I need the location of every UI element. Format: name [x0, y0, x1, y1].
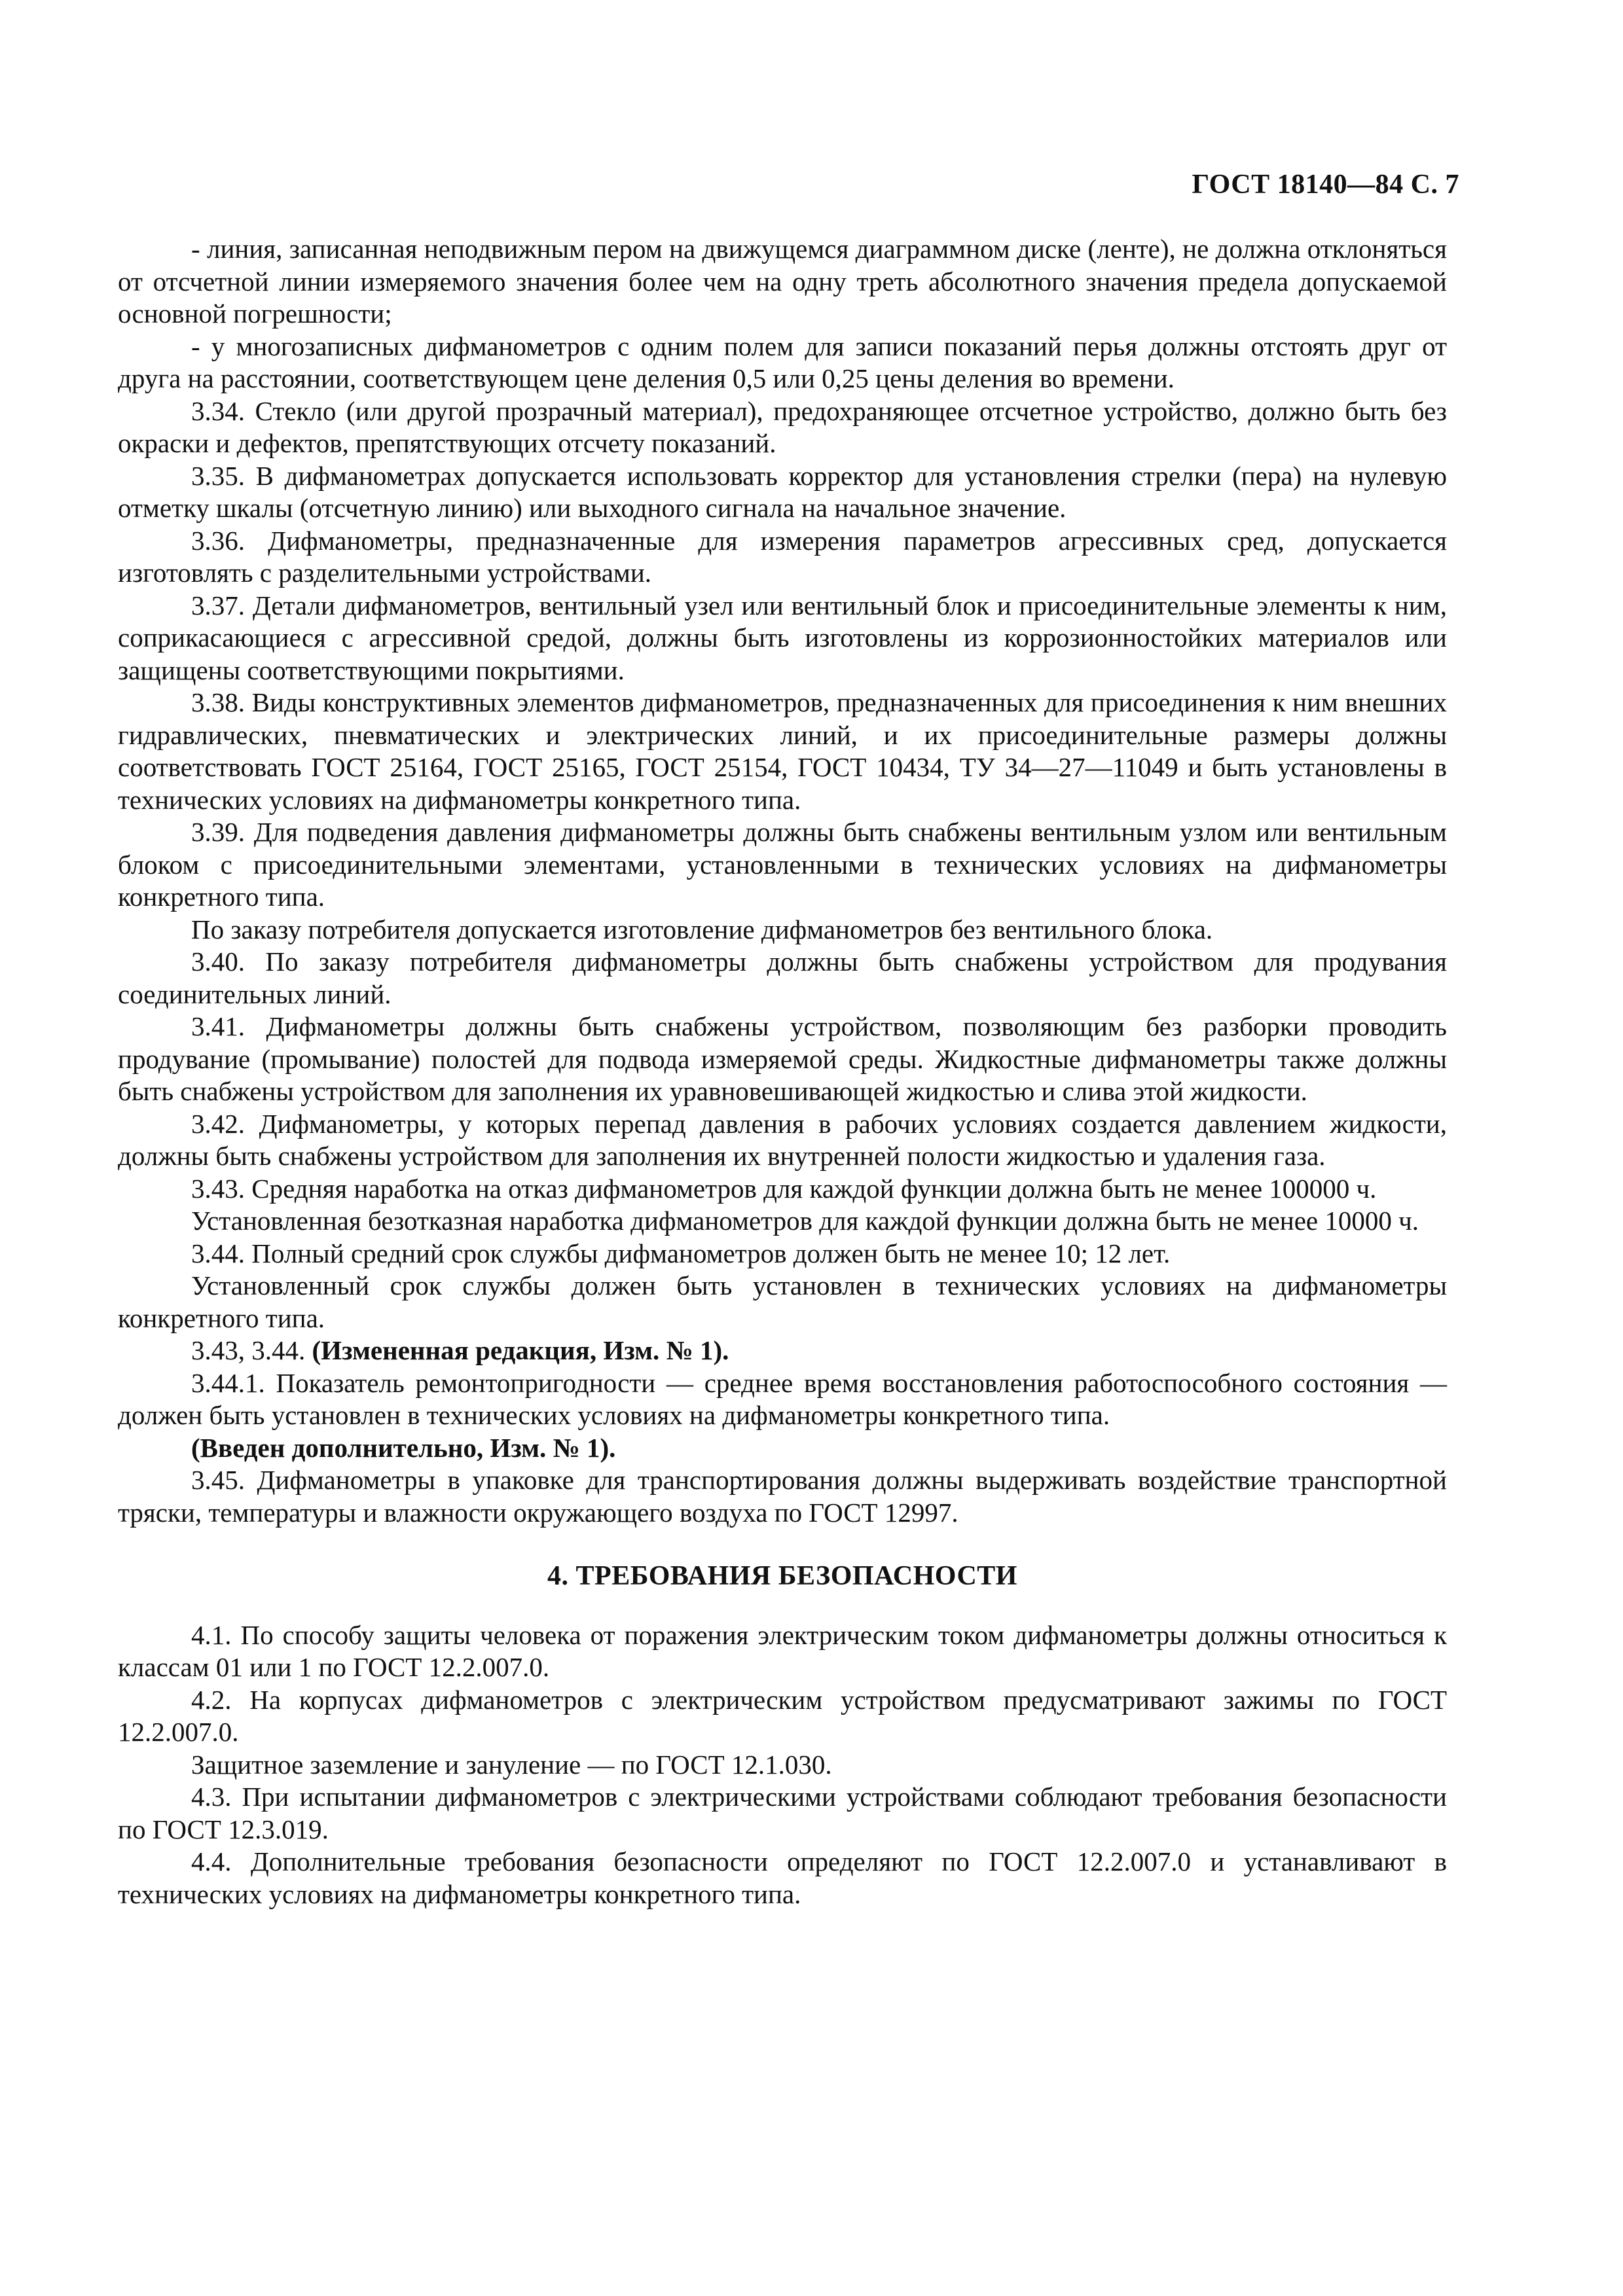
paragraph-3-41: 3.41. Дифманометры должны быть снабжены устройством, позволяющим без разборки проводить продувание (промывание) полостей для подвода измеряемой среды. Жидкостные дифманометры также должны быть снабжены устройством для заполнения их уравновешивающей жидкостью и слива этой жидкости.	[118, 1011, 1447, 1106]
paragraph: - линия, записанная неподвижным пером на движущемся диаграммном диске (ленте), не должна отклоняться от отсчетной линии измеряемого значения более чем на одну треть абсолютного значения предела допускаемой основной погрешности;	[118, 234, 1447, 329]
paragraph: Установленный срок службы должен быть установлен в технических условиях на дифманометры конкретного типа.	[118, 1270, 1447, 1333]
paragraph-3-43: 3.43. Средняя наработка на отказ дифманометров для каждой функции должна быть не менее 100000 ч.	[191, 1173, 1377, 1204]
paragraph-4-1: 4.1. По способу защиты человека от поражения электрическим током дифманометры должны относиться к классам 01 или 1 по ГОСТ 12.2.007.0.	[118, 1619, 1447, 1682]
paragraph-3-34: 3.34. Стекло (или другой прозрачный материал), предохраняющее отсчетное устройство, должно быть без окраски и дефектов, препятствующих отсчету показаний.	[118, 395, 1447, 458]
amendment-note: (Введен дополнительно, Изм. № 1).	[191, 1432, 616, 1463]
paragraph: По заказу потребителя допускается изготовление дифманометров без вентильного блока.	[191, 914, 1213, 944]
document-body	[118, 233, 1447, 1910]
paragraph: Установленная безотказная наработка дифманометров для каждой функции должна быть не менее 10000 ч.	[191, 1206, 1419, 1236]
paragraph-3-44: 3.44. Полный средний срок службы дифманометров должен быть не менее 10; 12 лет.	[191, 1238, 1171, 1268]
paragraph-3-37: 3.37. Детали дифманометров, вентильный узел или вентильный блок и присоединительные элементы к ним, соприкасающиеся с агрессивной средой, должны быть изготовлены из коррозионностойких материалов или защищены соответствующими покрытиями.	[118, 590, 1447, 685]
paragraph-4-4: 4.4. Дополнительные требования безопасности определяют по ГОСТ 12.2.007.0 и устанавливают в технических условиях на дифманометры конкретного типа.	[118, 1846, 1447, 1909]
amendment-ref: 3.43, 3.44.	[191, 1335, 312, 1365]
section-title: 4. ТРЕБОВАНИЯ БЕЗОПАСНОСТИ	[547, 1561, 1017, 1591]
paragraph-3-39: 3.39. Для подведения давления дифманометры должны быть снабжены вентильным узлом или вентильным блоком с присоединительными элементами, установленными в технических условиях на дифманометры конкретного типа.	[118, 817, 1447, 912]
paragraph-3-35: 3.35. В дифманометрах допускается использовать корректор для установления стрелки (пера) на нулевую отметку шкалы (отсчетную линию) или выходного сигнала на начальное значение.	[118, 460, 1447, 523]
page-header: ГОСТ 18140—84 С. 7	[1192, 170, 1459, 200]
paragraph-3-40: 3.40. По заказу потребителя дифманометры должны быть снабжены устройством для продувания соединительных линий.	[118, 946, 1447, 1009]
paragraph-3-45: 3.45. Дифманометры в упаковке для транспортирования должны выдерживать воздействие транспортной тряски, температуры и влажности окружающего воздуха по ГОСТ 12997.	[118, 1465, 1447, 1528]
paragraph-3-38: 3.38. Виды конструктивных элементов дифманометров, предназначенных для присоединения к ним внешних гидравлических, пневматических и электрических линий, и их присоединительные размеры должны соответствовать ГОСТ 25164, ГОСТ 25165, ГОСТ 25154, ГОСТ 10434, ТУ 34—27—11049 и быть установлены в технических условиях на дифманометры конкретного типа.	[118, 687, 1447, 815]
paragraph-3-42: 3.42. Дифманометры, у которых перепад давления в рабочих условиях создается давлением жидкости, должны быть снабжены устройством для заполнения их внутренней полости жидкостью и удаления газа.	[118, 1108, 1447, 1171]
paragraph: Защитное заземление и зануление — по ГОСТ 12.1.030.	[191, 1749, 832, 1780]
paragraph-3-36: 3.36. Дифманометры, предназначенные для измерения параметров агрессивных сред, допускается изготовлять с разделительными устройствами.	[118, 525, 1447, 588]
paragraph-3-44-1: 3.44.1. Показатель ремонтопригодности — среднее время восстановления работоспособного состояния — должен быть установлен в технических условиях на дифманометры конкретного типа.	[118, 1367, 1447, 1430]
paragraph-4-2: 4.2. На корпусах дифманометров с электрическим устройством предусматривают зажимы по ГОСТ 12.2.007.0.	[118, 1684, 1447, 1747]
paragraph-4-3: 4.3. При испытании дифманометров с электрическими устройствами соблюдают требования безопасности по ГОСТ 12.3.019.	[118, 1782, 1447, 1844]
amendment-note	[118, 1335, 1447, 1367]
amendment-text: (Измененная редакция, Изм. № 1).	[312, 1335, 729, 1365]
paragraph: - у многозаписных дифманометров с одним полем для записи показаний перья должны отстоять друг от друга на расстоянии, соответствующем цене деления 0,5 или 0,25 цены деления во времени.	[118, 331, 1447, 393]
